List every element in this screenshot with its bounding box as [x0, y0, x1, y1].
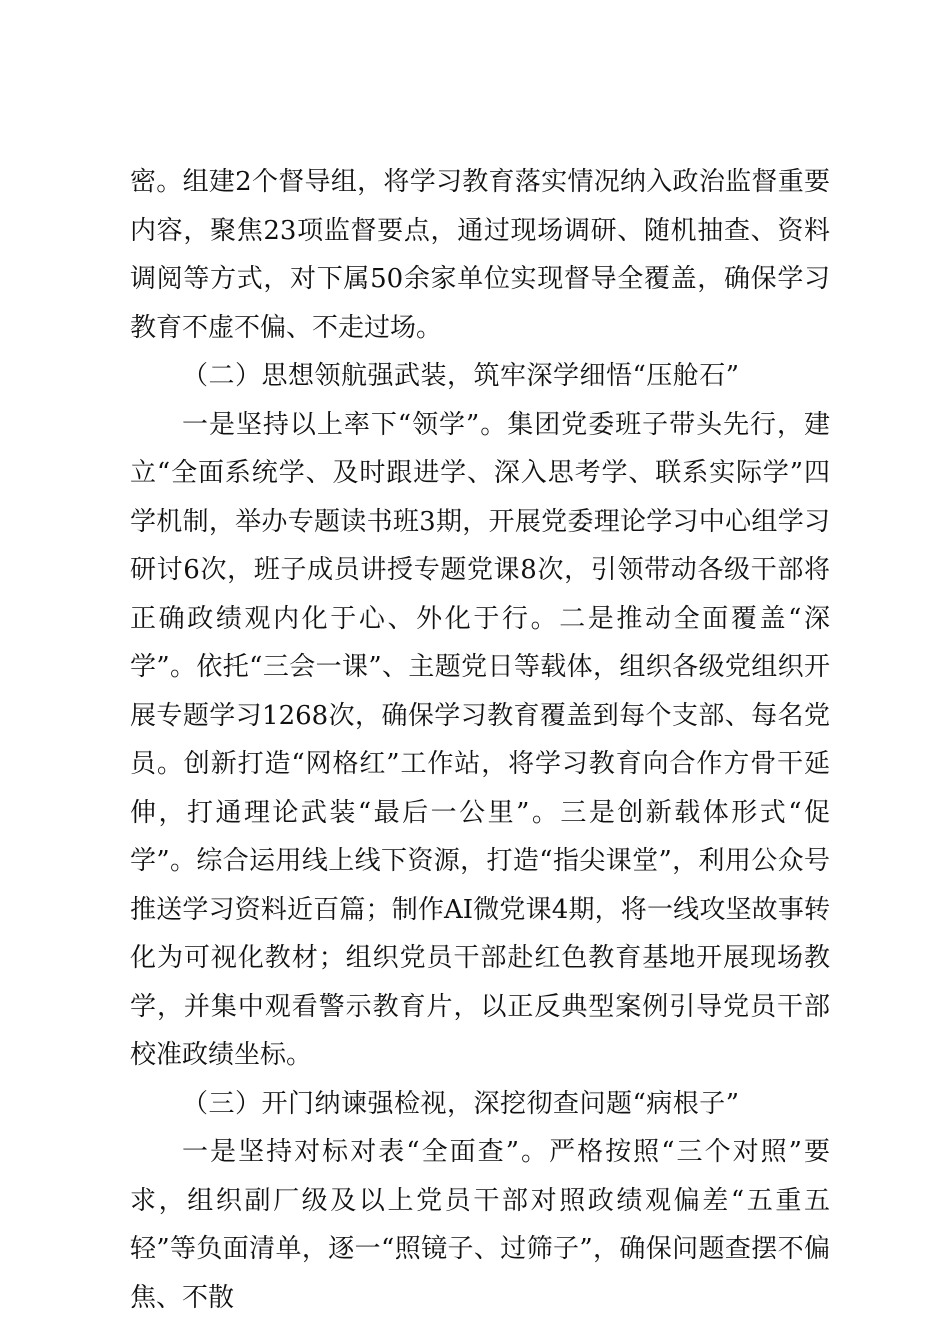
document-body — [130, 158, 830, 1322]
section-heading-2: （二）思想领航强武装，筑牢深学细悟“压舱石” — [182, 361, 740, 391]
paragraph-study-measures: 一是坚持以上率下“领学”。集团党委班子带头先行，建立“全面系统学、及时跟进学、深入思考学、联系实际学”四学机制，举办专题读书班3期，开展党委理论学习中心组学习研讨6次，班子成员讲授专题党课8次，引领带动各级干部将正确政绩观内化于心、外化于行。二是推动全面覆盖“深学”。依托“三会一课”、主题党日等载体，组织各级党组织开展专题学习1268次，确保学习教育覆盖到每个支部、每名党员。创新打造“网格红”工作站，将学习教育向合作方骨干延伸，打通理论武装“最后一公里”。三是创新载体形式“促学”。综合运用线上线下资源，打造“指尖课堂”，利用公众号推送学习资料近百篇；制作AI微党课4期，将一线攻坚故事转化为可视化教材；组织党员干部赴红色教育基地开展现场教学，并集中观看警示教育片，以正反典型案例引导党员干部校准政绩坐标。 — [130, 409, 830, 1070]
paragraph-inspection-measures: 一是坚持对标对表“全面查”。严格按照“三个对照”要求，组织副厂级及以上党员干部对照政绩观偏差“五重五轻”等负面清单，逐一“照镜子、过筛子”，确保问题查摆不偏焦、不散 — [130, 1137, 830, 1313]
section-heading-3: （三）开门纳谏强检视，深挖彻查问题“病根子” — [182, 1088, 740, 1119]
paragraph-supervision-continued: 密。组建2个督导组，将学习教育落实情况纳入政治监督重要内容，聚焦23项监督要点，通过现场调研、随机抽查、资料调阅等方式，对下属50余家单位实现督导全覆盖，确保学习教育不虚不偏、不走过场。 — [130, 167, 830, 343]
